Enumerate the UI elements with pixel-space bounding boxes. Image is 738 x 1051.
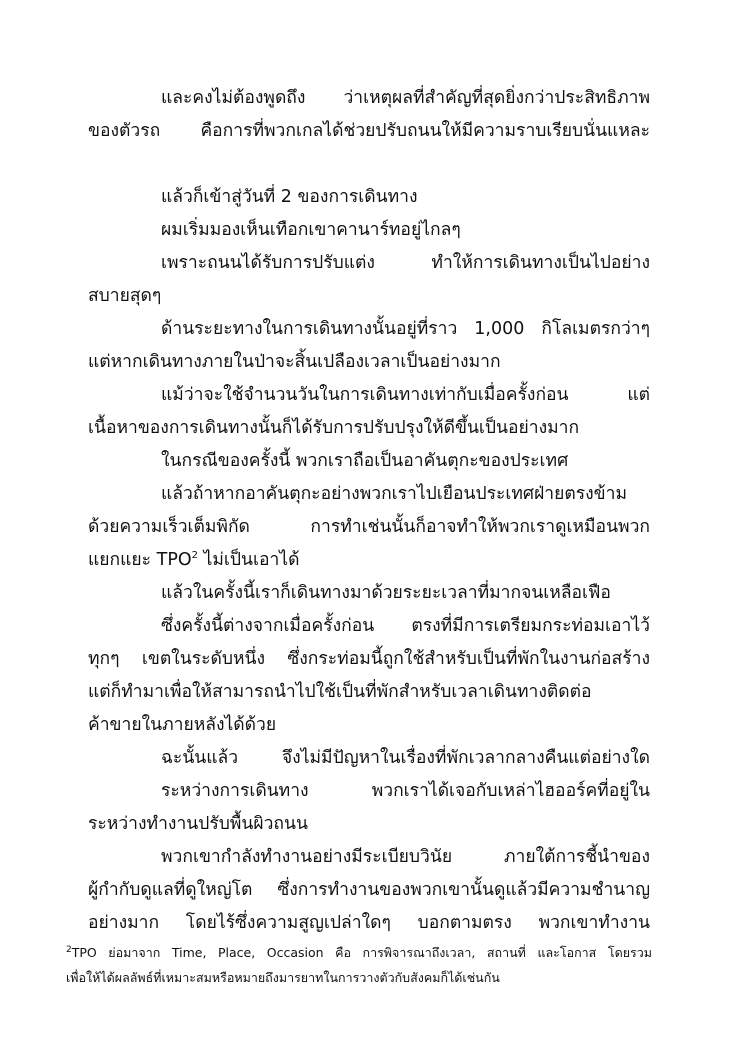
paragraph-gap	[88, 148, 650, 181]
text-line: ซึ่งครั้งนี้ต่างจากเมื่อครั้งก่อน ตรงที่มีการเตรียมกระท่อมเอาไว้	[161, 616, 650, 636]
text-line: แล้วก็เข้าสู่วันที่ 2 ของการเดินทาง	[161, 187, 418, 207]
text-line: แล้วในครั้งนี้เราก็เดินทางมาด้วยระยะเวลาที่มากจนเหลือเฟือ	[161, 583, 611, 603]
footnote-reference: 2	[191, 550, 199, 562]
text-line: ด้านระยะทางในการเดินทางนั้นอยู่ที่ราว 1,000 กิโลเมตรกว่าๆ	[161, 319, 650, 339]
text-line: ผู้กำกับดูแลที่ดูใหญ่โต ซึ่งการทำงานของพวกเขานั้นดูแล้วมีความชำนาญ	[88, 880, 650, 900]
text-line	[88, 544, 650, 577]
text-line: เนื้อหาของการเดินทางนั้นก็ได้รับการปรับปรุงให้ดีขึ้นเป็นอย่างมาก	[88, 418, 580, 438]
text-segment: ไม่เป็นเอาได้	[198, 550, 300, 570]
footnote	[66, 940, 652, 990]
footnote-text-1: TPO ย่อมาจาก Time, Place, Occasion คือ การพิจารณาถึงเวลา, สถานที่ และโอกาส โดยรวม	[71, 945, 652, 960]
text-line: ระหว่างการเดินทาง พวกเราได้เจอกับเหล่าไฮออร์คที่อยู่ใน	[161, 781, 650, 801]
text-line: แต่ก็ทำมาเพื่อให้สามารถนำไปใช้เป็นที่พักสำหรับเวลาเดินทางติดต่อ	[88, 682, 592, 702]
text-line: ทุกๆ เขตในระดับหนึ่ง ซึ่งกระท่อมนี้ถูกใช้สำหรับเป็นที่พักในงานก่อสร้าง	[88, 649, 650, 669]
text-line: ของตัวรถ คือการที่พวกเกลได้ช่วยปรับถนนให้มีความราบเรียบนั่นแหละ	[88, 121, 650, 141]
text-line: ค้าขายในภายหลังได้ด้วย	[88, 715, 277, 735]
footnote-line-2: เพื่อให้ได้ผลลัพธ์ที่เหมาะสมหรือหมายถึงมารยาทในการวางตัวกับสังคมก็ได้เช่นกัน	[66, 970, 500, 985]
text-line: สบายสุดๆ	[88, 286, 162, 306]
text-line: และคงไม่ต้องพูดถึง ว่าเหตุผลที่สำคัญที่สุดยิ่งกว่าประสิทธิภาพ	[161, 88, 650, 108]
text-line: ด้วยความเร็วเต็มพิกัด การทำเช่นนั้นก็อาจทำให้พวกเราดูเหมือนพวก	[88, 517, 650, 537]
text-line: แม้ว่าจะใช้จำนวนวันในการเดินทางเท่ากับเมื่อครั้งก่อน แต่	[161, 385, 650, 405]
text-line: อย่างมาก โดยไร้ซึ่งความสูญเปล่าใดๆ บอกตามตรง พวกเขาทำงาน	[88, 913, 650, 933]
text-line: เพราะถนนได้รับการปรับแต่ง ทำให้การเดินทางเป็นไปอย่าง	[161, 253, 650, 273]
text-segment: แยกแยะ TPO	[88, 550, 192, 570]
footnote-line-1	[66, 940, 652, 965]
text-line: ฉะนั้นแล้ว จึงไม่มีปัญหาในเรื่องที่พักเวลากลางคืนแต่อย่างใด	[161, 748, 650, 768]
footnote-marker: 2	[66, 944, 72, 955]
body-text	[88, 82, 650, 940]
text-line: ผมเริ่มมองเห็นเทือกเขาคานาร์ทอยู่ไกลๆ	[161, 220, 461, 240]
text-line: ในกรณีของครั้งนี้ พวกเราถือเป็นอาคันตุกะของประเทศ	[161, 451, 569, 471]
text-line: แล้วถ้าหากอาคันตุกะอย่างพวกเราไปเยือนประเทศฝ่ายตรงข้าม	[161, 484, 627, 504]
text-line: แต่หากเดินทางภายในป่าจะสิ้นเปลืองเวลาเป็นอย่างมาก	[88, 352, 501, 372]
text-line: ระหว่างทำงานปรับพื้นผิวถนน	[88, 814, 308, 834]
text-line: พวกเขากำลังทำงานอย่างมีระเบียบวินัย ภายใต้การชี้นำของ	[161, 847, 650, 867]
